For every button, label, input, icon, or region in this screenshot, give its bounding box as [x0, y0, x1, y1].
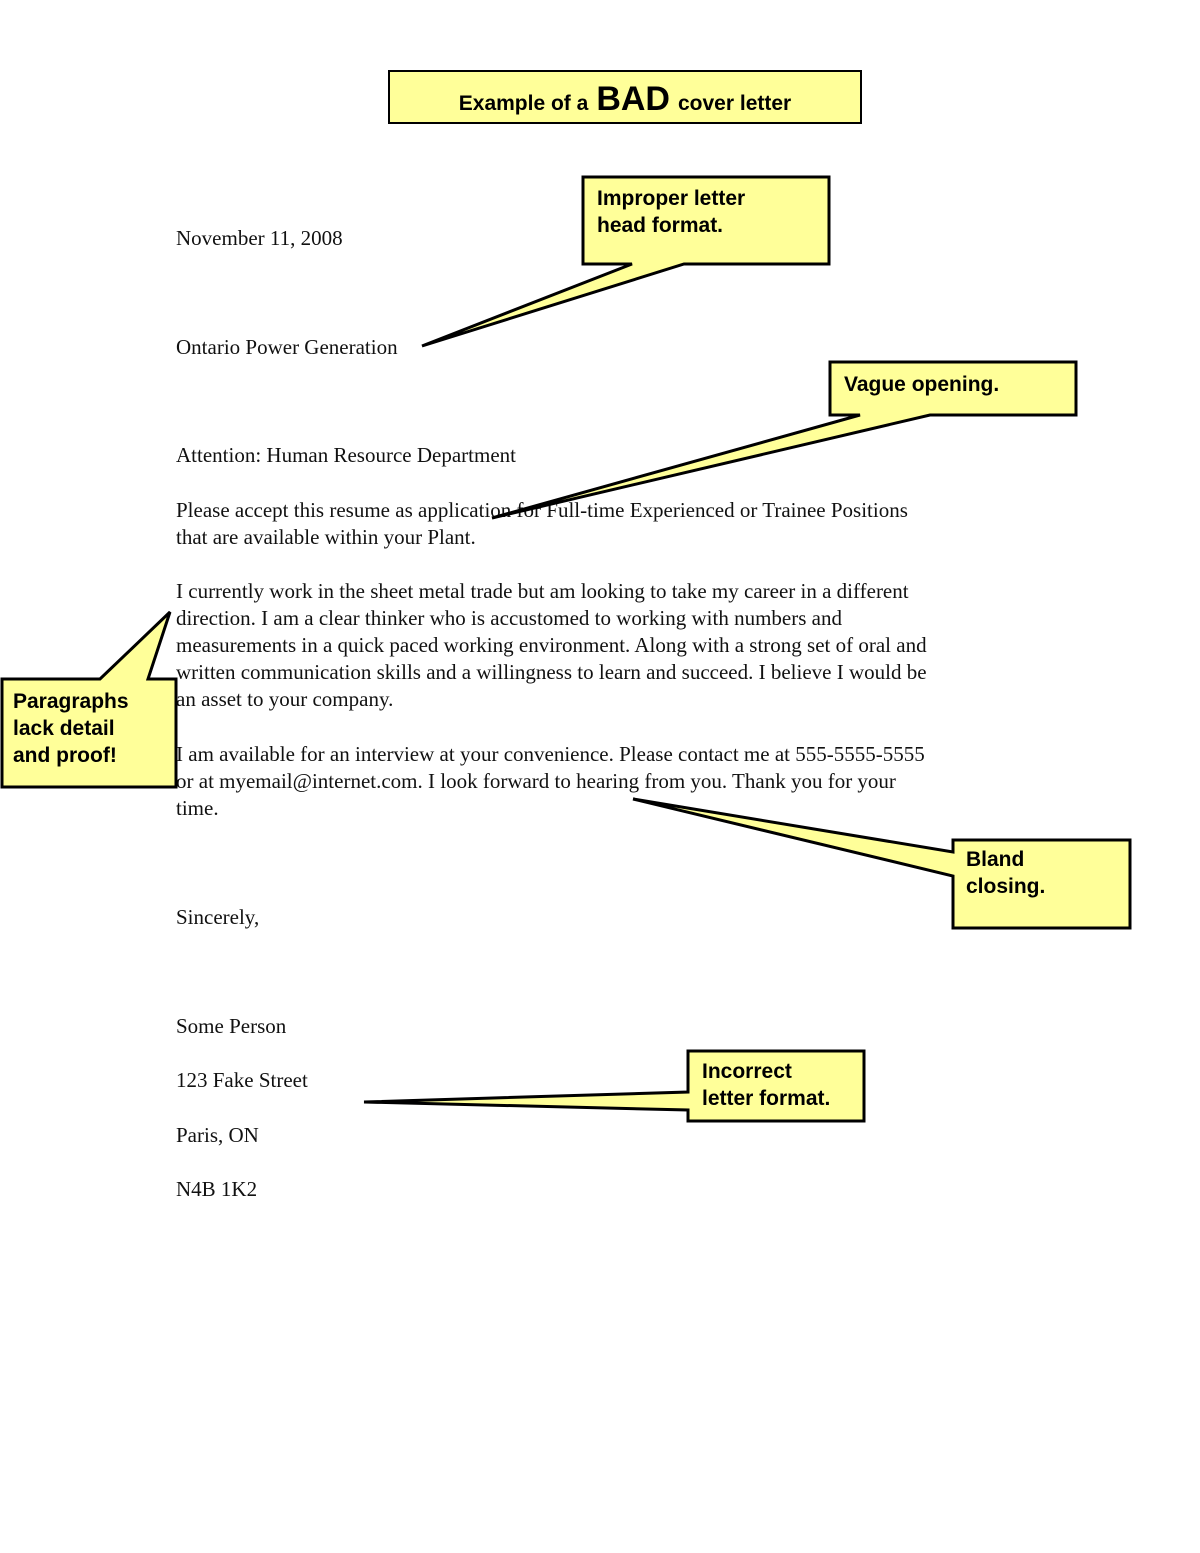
- letter-attention: Attention: Human Resource Department: [176, 443, 516, 467]
- para3-line: time.: [176, 796, 219, 820]
- callout-paragraphs-line: Paragraphs: [13, 690, 129, 713]
- address-line: Paris, ON: [176, 1123, 259, 1147]
- callout-opening: [844, 371, 999, 398]
- callout-closing-line: Bland: [966, 848, 1025, 871]
- address-line: 123 Fake Street: [176, 1068, 308, 1092]
- callout-format-line: letter format.: [702, 1087, 831, 1110]
- para2-line: I currently work in the sheet metal trade but am looking to take my career in a different: [176, 579, 909, 603]
- para2-line: measurements in a quick paced working environment. Along with a strong set of oral and: [176, 633, 927, 657]
- letter-date: November 11, 2008: [176, 226, 343, 250]
- callout-letterhead-line: Improper letter: [597, 187, 746, 210]
- para1-line: that are available within your Plant.: [176, 525, 476, 549]
- address-line: N4B 1K2: [176, 1177, 258, 1201]
- para2-line: an asset to your company.: [176, 687, 394, 711]
- callout-format: [702, 1058, 830, 1112]
- letter-company: Ontario Power Generation: [176, 335, 398, 359]
- callout-format-line: Incorrect: [702, 1060, 792, 1083]
- callout-opening-line: Vague opening.: [844, 373, 1000, 396]
- para3-line: I am available for an interview at your convenience. Please contact me at 555-5555-5555: [176, 742, 925, 766]
- title-prefix: Example of a: [458, 92, 589, 115]
- callout-closing: [966, 846, 1045, 900]
- callout-paragraphs-line: lack detail: [13, 717, 115, 740]
- callout-paragraphs: [13, 688, 129, 769]
- callout-letterhead-line: head format.: [597, 214, 724, 237]
- para3-line: or at myemail@internet.com. I look forward to hearing from you. Thank you for your: [176, 769, 896, 793]
- callout-closing-line: closing.: [966, 875, 1046, 898]
- title-emphasis: BAD: [596, 80, 670, 118]
- para1-line: Please accept this resume as application for Full-time Experienced or Trainee Positions: [176, 498, 908, 522]
- letter-closing: Sincerely,: [176, 905, 260, 929]
- letter-signature: Some Person: [176, 1014, 287, 1038]
- callout-closing-shape: [633, 799, 1130, 928]
- para2-line: written communication skills and a willingness to learn and succeed. I believe I would be: [176, 660, 927, 684]
- para2-line: direction. I am a clear thinker who is accustomed to working with numbers and: [176, 606, 842, 630]
- callout-paragraphs-line: and proof!: [13, 744, 117, 767]
- title-suffix: cover letter: [678, 92, 792, 115]
- callout-letterhead: [597, 185, 745, 239]
